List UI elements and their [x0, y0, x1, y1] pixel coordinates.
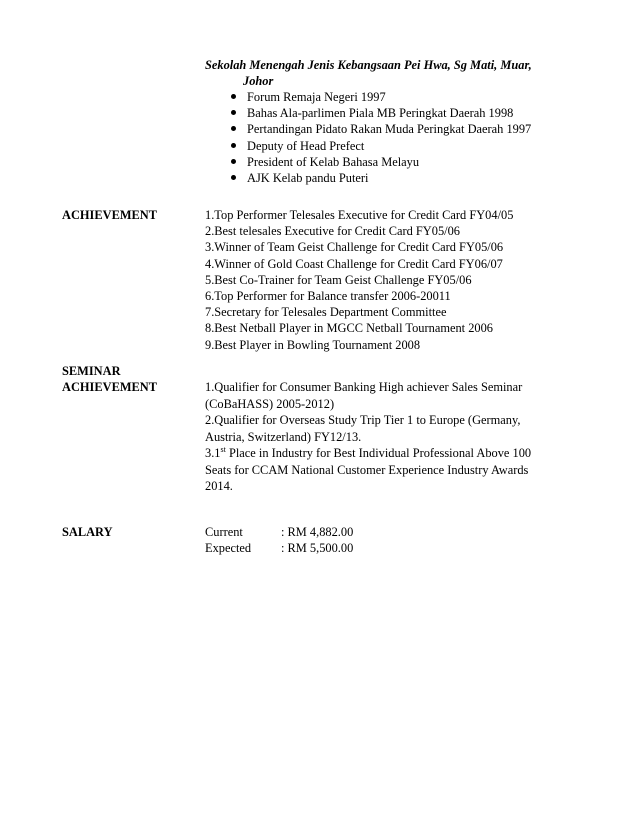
salary-current-label: Current — [205, 525, 243, 539]
salary-expected-value: : RM 5,500.00 — [281, 541, 354, 555]
list-item: Pertandingan Pidato Rakan Muda Peringkat Daerah 1997 — [230, 121, 531, 137]
list-item: 9.Best Player in Bowling Tournament 2008 — [205, 337, 421, 352]
seminar-heading: SEMINAR — [62, 364, 121, 378]
list-item: 5.Best Co-Trainer for Team Geist Challenge FY05/06 — [205, 272, 472, 287]
list-item: 2.Best telesales Executive for Credit Card FY05/06 — [205, 224, 460, 239]
bullet-icon — [231, 110, 236, 115]
list-item: Bahas Ala-parlimen Piala MB Peringkat Daerah 1998 — [230, 105, 531, 121]
list-item: Forum Remaja Negeri 1997 — [230, 89, 531, 105]
list-item: 3.1st Place in Industry for Best Individual Professional Above 100 Seats for CCAM National Customer Experience Industry Awards 2014. — [205, 445, 532, 493]
list-item: President of Kelab Bahasa Melayu — [230, 154, 531, 170]
list-item: 4.Winner of Gold Coast Challenge for Credit Card FY06/07 — [205, 256, 503, 271]
list-item: 1.Qualifier for Consumer Banking High achiever Sales Seminar (CoBaHASS) 2005-2012) — [205, 380, 523, 411]
salary-current-row — [205, 524, 353, 540]
school-activities-list — [230, 89, 531, 186]
list-item: 8.Best Netball Player in MGCC Netball Tournament 2006 — [205, 321, 493, 336]
list-item: AJK Kelab pandu Puteri — [230, 170, 531, 186]
list-item: 6.Top Performer for Balance transfer 2006-20011 — [205, 289, 451, 304]
achievement-heading: ACHIEVEMENT — [62, 208, 158, 222]
salary-current-value: : RM 4,882.00 — [281, 525, 354, 539]
salary-expected-row — [205, 540, 353, 556]
list-item: Deputy of Head Prefect — [230, 138, 531, 154]
list-item: 2.Qualifier for Overseas Study Trip Tier 1 to Europe (Germany, Austria, Switzerland) FY12/13. — [205, 413, 521, 444]
list-item: 1.Top Performer Telesales Executive for Credit Card FY04/05 — [205, 208, 514, 222]
salary-heading: SALARY — [62, 525, 113, 539]
school-location: Johor — [243, 74, 274, 88]
bullet-icon — [231, 175, 236, 180]
seminar-list — [205, 379, 545, 495]
salary-expected-label: Expected — [205, 541, 252, 555]
bullet-icon — [231, 159, 236, 164]
bullet-icon — [231, 126, 236, 131]
seminar-heading-2: ACHIEVEMENT — [62, 380, 158, 394]
list-item: 7.Secretary for Telesales Department Committee — [205, 305, 447, 320]
bullet-icon — [231, 94, 236, 99]
bullet-icon — [231, 143, 236, 148]
school-name: Sekolah Menengah Jenis Kebangsaan Pei Hwa, Sg Mati, Muar, — [205, 58, 532, 72]
list-item: 3.Winner of Team Geist Challenge for Credit Card FY05/06 — [205, 240, 504, 255]
achievement-list — [205, 207, 513, 353]
